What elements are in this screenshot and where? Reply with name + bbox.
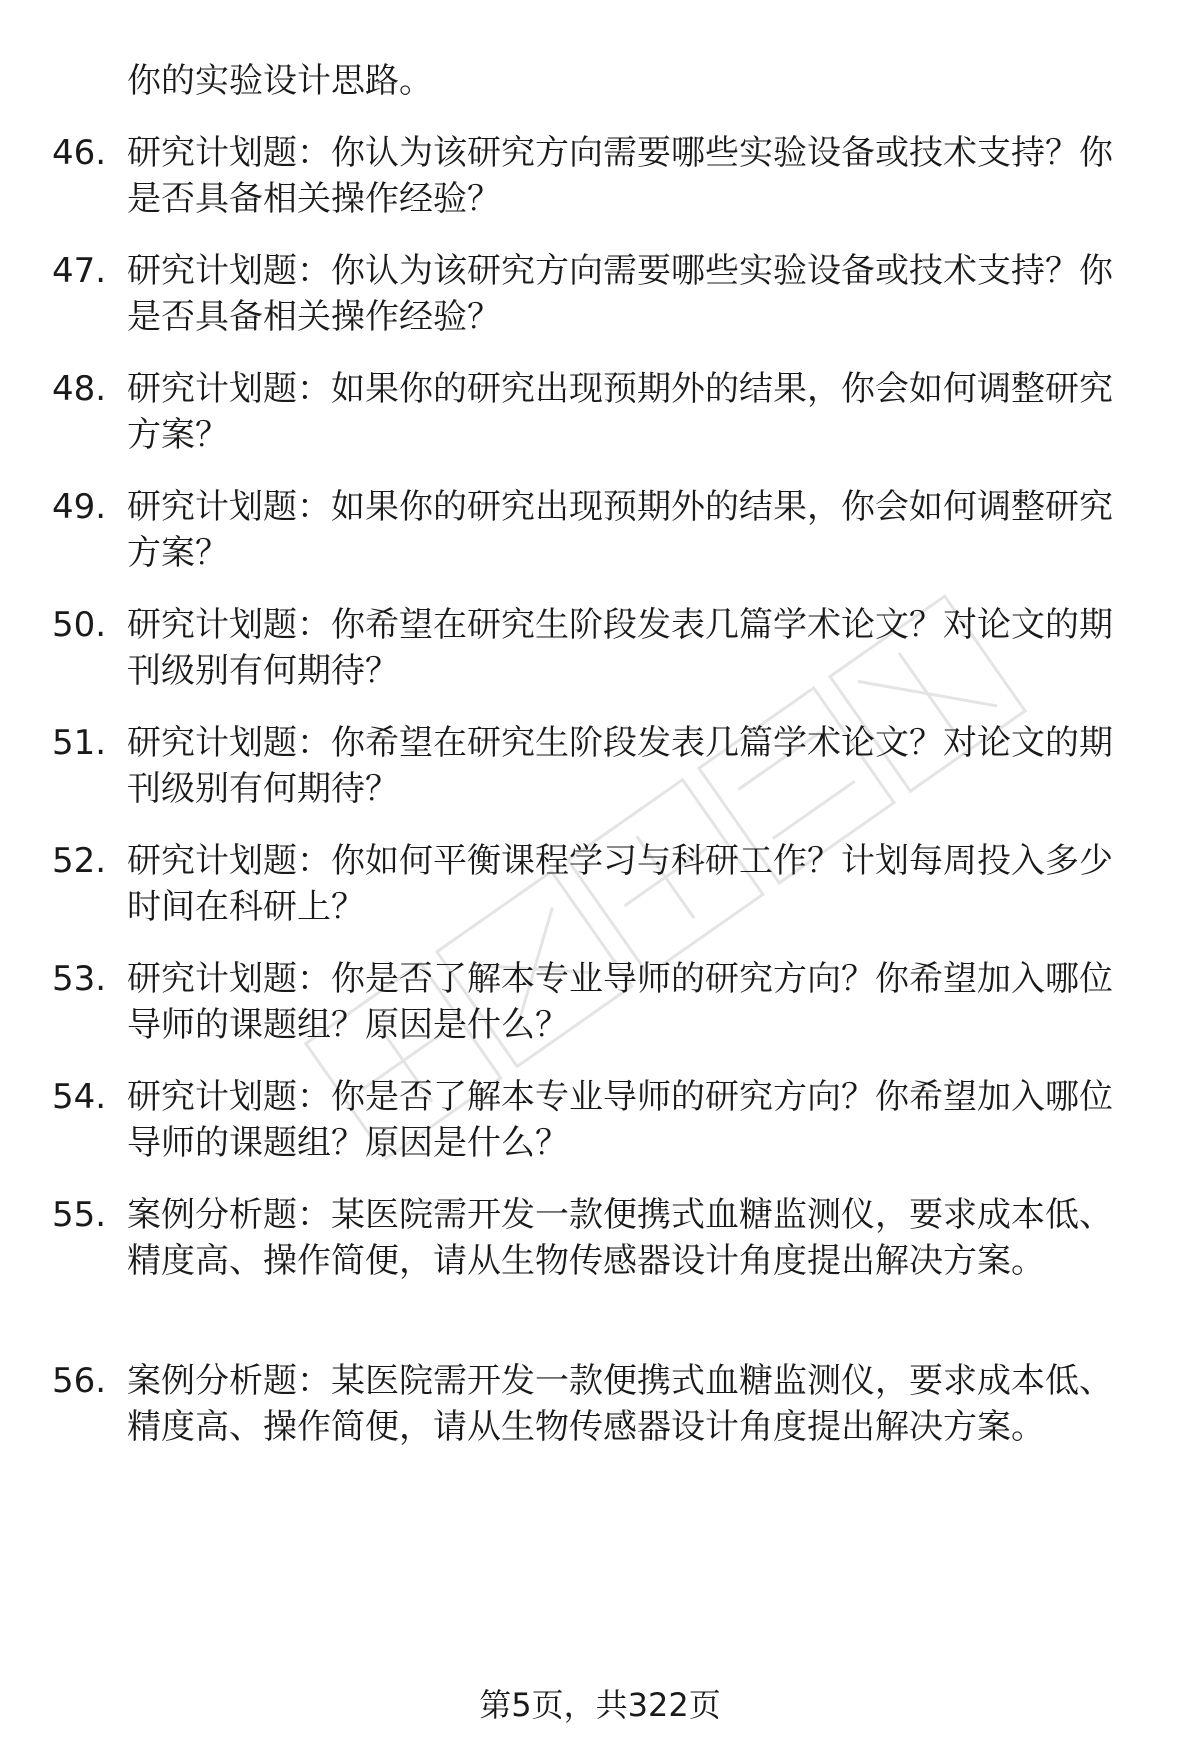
continuation-text: 你的实验设计思路。 (127, 61, 433, 101)
question-text: 研究计划题：你是否了解本专业导师的研究方向？你希望加入哪位导师的课题组？原因是什么？ (127, 959, 1113, 1045)
question-text: 研究计划题：你如何平衡课程学习与科研工作？计划每周投入多少时间在科研上？ (127, 841, 1113, 927)
question-text: 研究计划题：你认为该研究方向需要哪些实验设备或技术支持？你是否具备相关操作经验？ (127, 133, 1113, 219)
question-text: 研究计划题：如果你的研究出现预期外的结果，你会如何调整研究方案？ (127, 369, 1113, 455)
question-text: 研究计划题：你认为该研究方向需要哪些实验设备或技术支持？你是否具备相关操作经验？ (127, 251, 1113, 337)
question-number: 49. (52, 487, 107, 527)
question-text: 案例分析题：某医院需开发一款便携式血糖监测仪，要求成本低、精度高、操作简便，请从生物传感器设计角度提出解决方案。 (127, 1361, 1113, 1447)
question-text: 研究计划题：你希望在研究生阶段发表几篇学术论文？对论文的期刊级别有何期待？ (127, 605, 1113, 691)
question-number: 47. (52, 251, 107, 291)
question-number: 48. (52, 369, 107, 409)
question-number: 46. (52, 133, 107, 173)
question-text: 研究计划题：你是否了解本专业导师的研究方向？你希望加入哪位导师的课题组？原因是什么？ (127, 1077, 1113, 1163)
page-footer: 第5页，共322页 (479, 1686, 721, 1724)
question-number: 55. (52, 1195, 107, 1235)
question-number: 52. (52, 841, 107, 881)
question-text: 研究计划题：如果你的研究出现预期外的结果，你会如何调整研究方案？ (127, 487, 1113, 573)
question-text: 研究计划题：你希望在研究生阶段发表几篇学术论文？对论文的期刊级别有何期待？ (127, 723, 1113, 809)
question-number: 50. (52, 605, 107, 645)
question-number: 54. (52, 1077, 107, 1117)
question-text: 案例分析题：某医院需开发一款便携式血糖监测仪，要求成本低、精度高、操作简便，请从生物传感器设计角度提出解决方案。 (127, 1195, 1113, 1281)
question-number: 51. (52, 723, 107, 763)
question-number: 56. (52, 1361, 107, 1401)
question-number: 53. (52, 959, 107, 999)
